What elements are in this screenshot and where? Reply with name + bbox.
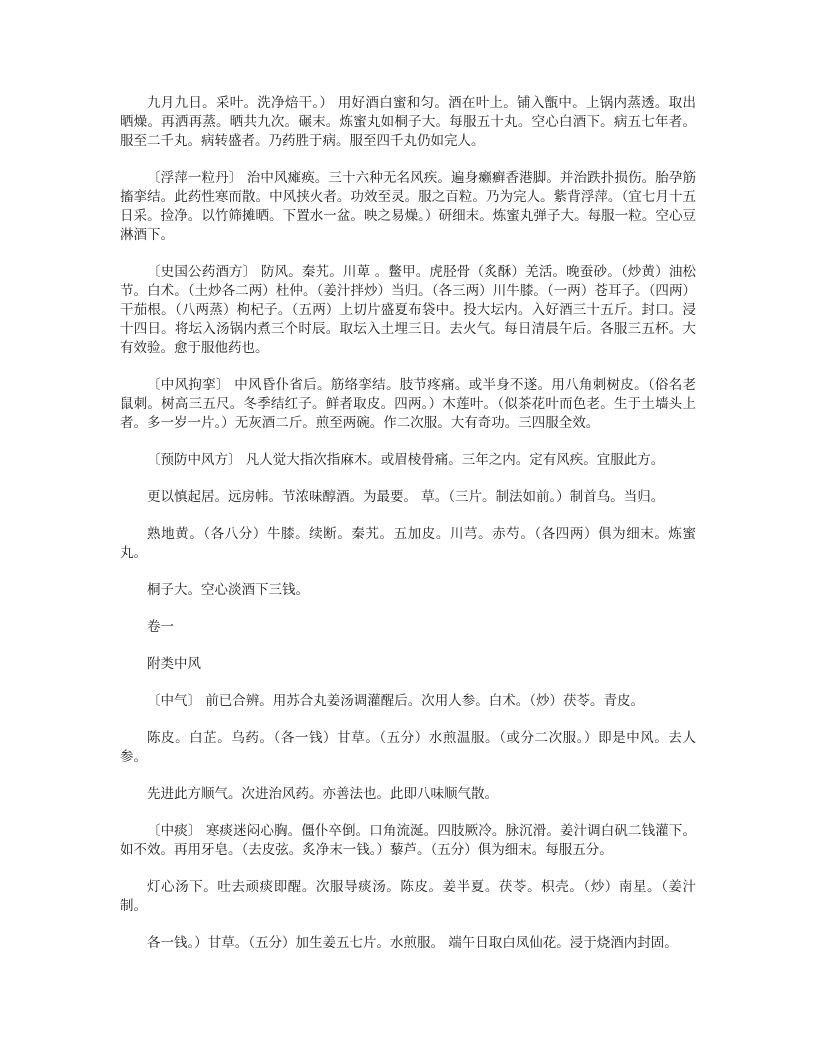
paragraph-shiguogong-yaojiu: 〔史国公药酒方〕 防风。秦艽。川萆 。鳖甲。虎胫骨（炙酥）羌活。晚蚕砂。（炒黄）油松节。白术。（土炒各二两）杜仲。（姜汁拌炒）当归。（各三两）川牛膝。（一两）苍耳子。（四两）干茄根。（八两蒸）枸杞子。（五两）上切片盛夏布袋中。投大坛内。入好酒三十五斤。封口。浸十四日。将坛入汤锅内煮三个时辰。取坛入土埋三日。去火气。每日清晨午后。各服三五杯。大有效验。愈于服他药也。 [120, 264, 696, 356]
volume-heading: 卷一 [147, 619, 174, 635]
paragraph-1: 九月九日。采叶。洗净焙干。） 用好酒白蜜和匀。酒在叶上。铺入甑中。上锅内蒸透。取出晒燥。再洒再蒸。晒共九次。碾末。炼蜜丸如桐子大。每服五十丸。空心白酒下。病五七年者。服至二千丸。病转盛者。乃药胜于病。服至四千丸仍如完人。 [120, 95, 696, 149]
paragraph-12: 陈皮。白芷。乌药。（各一钱）甘草。（五分）水煎温服。（或分二次服。）即是中风。去人参。 [120, 730, 696, 765]
paragraph-zhongfeng-juluan: 〔中风拘挛〕 中风昏仆省后。筋络挛结。肢节疼痛。或半身不遂。用八角刺树皮。（俗名老鼠刺。树高三五尺。冬季结红子。鲜者取皮。四两。）木莲叶。（似茶花叶而色老。生于土墙头上者。多一岁一片。）无灰酒二斤。煎至两碗。作二次服。大有奇功。三四服全效。 [120, 377, 696, 431]
paragraph-16: 各一钱。）甘草。（五分）加生姜五七片。水煎服。 端午日取白凤仙花。浸于烧酒内封固。 [147, 935, 678, 951]
paragraph-7: 熟地黄。（各八分）牛膝。续断。秦艽。五加皮。川芎。赤芍。（各四两）俱为细末。炼蜜丸。 [120, 526, 696, 561]
document-page [120, 94, 696, 971]
paragraph-15: 灯心汤下。吐去顽痰即醒。次服导痰汤。陈皮。姜半夏。茯苓。枳壳。（炒）南星。（姜汁制。 [120, 879, 696, 914]
paragraph-13: 先进此方顺气。次进治风药。亦善法也。此即八味顺气散。 [147, 786, 498, 802]
paragraph-8: 桐子大。空心淡酒下三钱。 [147, 582, 309, 598]
paragraph-zhongtan: 〔中痰〕 寒痰迷闷心胸。僵仆卒倒。口角流涎。四肢厥冷。脉沉滑。姜汁调白矾二钱灌下。如不效。再用牙皂。（去皮弦。炙净末一钱。）藜芦。（五分）俱为细末。每服五分。 [120, 823, 696, 858]
paragraph-6: 更以慎起居。远房帏。节浓味醇酒。为最要。 草。（三片。制法如前。）制首乌。当归。 [147, 489, 665, 505]
paragraph-fuping-yili-dan: 〔浮萍一粒丹〕 治中风瘫痪。三十六种无名风疾。遍身癞癣香港脚。并治跌扑损伤。胎孕筋搐挛结。此药性寒而散。中风挟火者。功效至灵。服之百粒。乃为完人。紫背浮萍。（宜七月十五日采。捡净。以竹筛摊晒。下置水一盆。映之易燥。）研细末。炼蜜丸弹子大。每服一粒。空心豆淋酒下。 [120, 170, 696, 243]
paragraph-yufang-zhongfeng: 〔预防中风方〕 凡人觉大指次指麻木。或眉棱骨痛。三年之内。定有风疾。宜服此方。 [147, 452, 665, 468]
section-heading: 附类中风 [147, 656, 201, 672]
paragraph-zhongqi: 〔中气〕 前已合辨。用苏合丸姜汤调灌醒后。次用人参。白术。（炒）茯苓。青皮。 [147, 693, 645, 709]
